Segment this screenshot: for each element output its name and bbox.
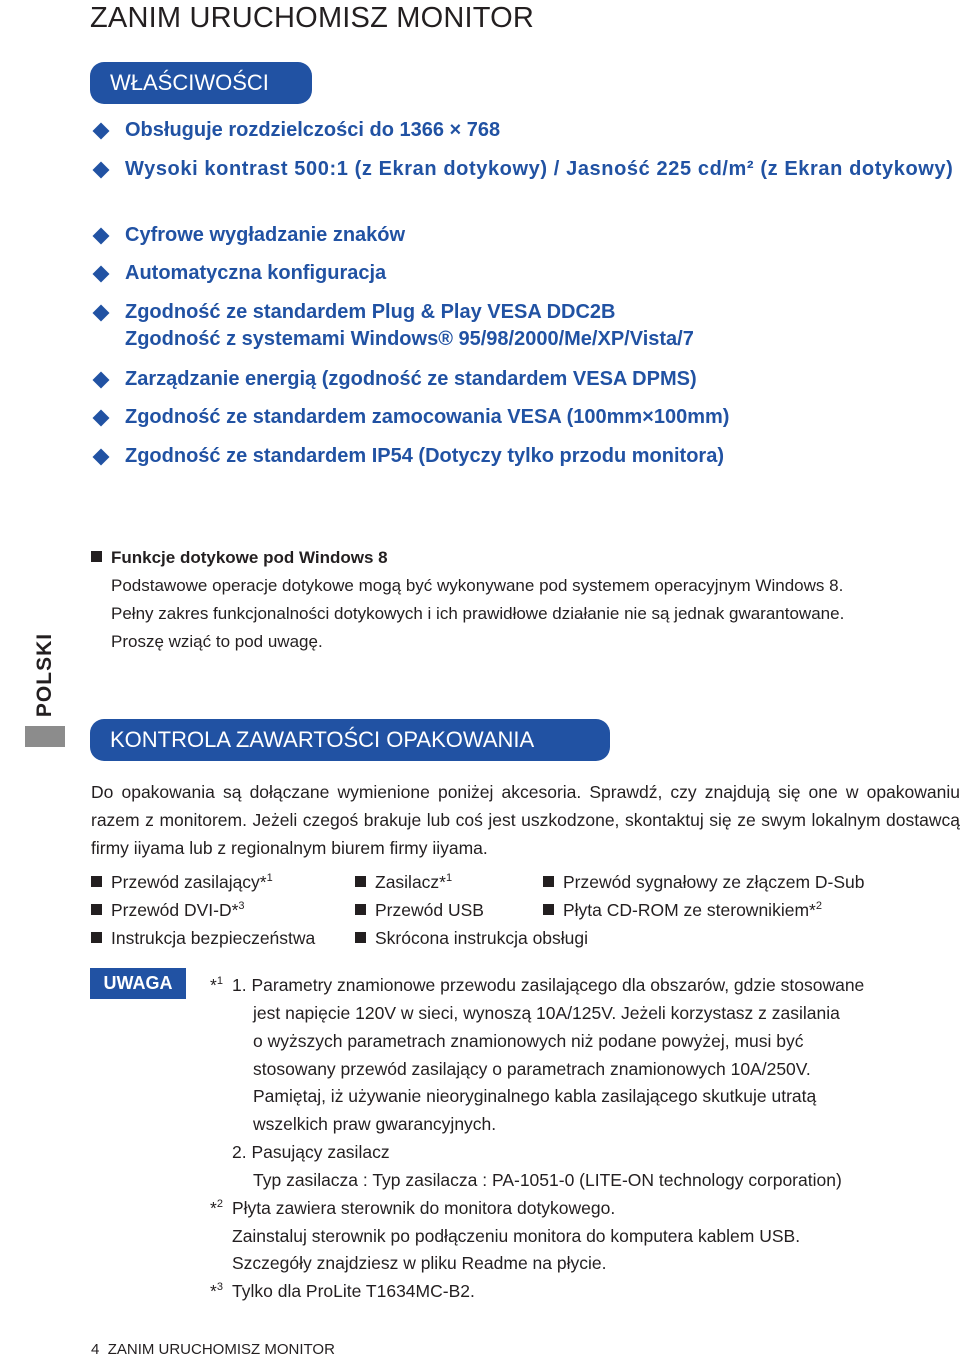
note-line: 1. Parametry znamionowe przewodu zasilającego dla obszarów, gdzie stosowane xyxy=(232,975,865,995)
feature-text: Obsługuje rozdzielczości do 1366 × 768 xyxy=(125,119,501,141)
footnote-marker: *$^3$ xyxy=(210,1281,223,1301)
feature-text: Zarządzanie energią (zgodność ze standardem VESA DPMS) xyxy=(125,368,697,390)
accessory-item xyxy=(355,896,484,924)
accessory-label: Płyta CD-ROM ze sterownikiem* xyxy=(563,900,816,920)
diamond-bullet-icon xyxy=(93,305,110,322)
accessory-item xyxy=(543,868,865,896)
note-line: o wyższych parametrach znamionowych niż podane powyżej, musi być xyxy=(253,1031,804,1051)
page-title: ZANIM URUCHOMISZ MONITOR xyxy=(90,2,535,34)
accessory-label: Zasilacz* xyxy=(375,872,446,892)
note-line: 2. Pasujący zasilacz xyxy=(232,1142,390,1162)
package-heading: KONTROLA ZAWARTOŚCI OPAKOWANIA xyxy=(90,719,610,761)
footnote-marker: 1 xyxy=(266,872,273,884)
features-heading: WŁAŚCIWOŚCI xyxy=(90,62,312,104)
diamond-bullet-icon xyxy=(93,123,110,140)
feature-text: Wysoki kontrast 500:1 (z Ekran dotykowy) / Jasność 225 cd/m² (z Ekran dotykowy) xyxy=(125,158,954,180)
touch-note-line: Pełny zakres funkcjonalności dotykowych i ich prawidłowe działanie nie są jednak gwarantowane. xyxy=(111,604,845,623)
feature-text: Zgodność ze standardem IP54 (Dotyczy tylko przodu monitora) xyxy=(125,445,724,467)
page-footer xyxy=(91,1341,335,1358)
feature-text: Cyfrowe wygładzanie znaków xyxy=(125,224,406,246)
accessory-item xyxy=(91,896,245,924)
note-badge: UWAGA xyxy=(90,968,186,999)
feature-text: Automatyczna konfiguracja xyxy=(125,262,387,284)
note-line: wszelkich praw gwarancyjnych. xyxy=(253,1114,497,1134)
diamond-bullet-icon xyxy=(93,228,110,245)
accessory-item xyxy=(355,868,452,896)
square-bullet-icon xyxy=(91,904,102,915)
square-bullet-icon xyxy=(91,932,102,943)
touch-note-heading xyxy=(91,544,960,572)
accessory-item xyxy=(91,924,315,952)
footnote-marker: 2 xyxy=(815,900,822,912)
footnote-marker: 1 xyxy=(446,872,453,884)
note-line: stosowany przewód zasilający o parametrach znamionowych 10A/250V. xyxy=(253,1059,811,1079)
touch-note-line: Proszę wziąć to pod uwagę. xyxy=(111,632,323,651)
language-sidebar-label xyxy=(25,630,65,720)
language-sidebar-bar xyxy=(25,726,65,747)
accessory-label: Przewód USB xyxy=(375,900,484,920)
square-bullet-icon xyxy=(355,904,366,915)
accessory-label: Przewód DVI-D* xyxy=(111,900,239,920)
note-line: Pamiętaj, iż używanie nieoryginalnego kabla zasilającego skutkuje utratą xyxy=(253,1086,817,1106)
square-bullet-icon xyxy=(355,876,366,887)
page-number: 4 xyxy=(91,1341,100,1358)
accessory-label: Instrukcja bezpieczeństwa xyxy=(111,928,316,948)
square-bullet-icon xyxy=(355,932,366,943)
feature-text: Zgodność ze standardem Plug & Play VESA DDC2B xyxy=(125,301,616,323)
diamond-bullet-icon xyxy=(93,266,110,283)
feature-text: Zgodność ze standardem zamocowania VESA (100mm×100mm) xyxy=(125,406,730,428)
square-bullet-icon xyxy=(91,876,102,887)
note-line: Płyta zawiera sterownik do monitora dotykowego. xyxy=(232,1198,616,1218)
note-line: jest napięcie 120V w sieci, wynoszą 10A/125V. Jeżeli korzystasz z zasilania xyxy=(253,1003,840,1023)
note-line: Szczegóły znajdziesz w pliku Readme na płycie. xyxy=(232,1253,607,1273)
note-line: Tylko dla ProLite T1634MC-B2. xyxy=(232,1281,475,1301)
square-bullet-icon xyxy=(91,551,102,562)
accessory-item xyxy=(543,896,822,924)
square-bullet-icon xyxy=(543,904,554,915)
note-line: Typ zasilacza : Typ zasilacza : PA-1051-0 (LITE-ON technology corporation) xyxy=(253,1170,842,1190)
accessory-label: Przewód zasilający* xyxy=(111,872,267,892)
note-line: Zainstaluj sterownik po podłączeniu monitora do komputera kablem USB. xyxy=(232,1226,801,1246)
diamond-bullet-icon xyxy=(93,410,110,427)
accessory-label: Skrócona instrukcja obsługi xyxy=(375,928,589,948)
diamond-bullet-icon xyxy=(93,372,110,389)
accessory-item xyxy=(91,868,273,896)
accessory-item xyxy=(355,924,588,952)
touch-note-heading-text: Funkcje dotykowe pod Windows 8 xyxy=(111,548,388,567)
footer-section: ZANIM URUCHOMISZ MONITOR xyxy=(107,1341,335,1358)
language-label-text: POLSKI xyxy=(33,632,56,718)
touch-note xyxy=(91,544,960,656)
footnote-marker: *$^1$ xyxy=(210,975,223,995)
accessory-label: Przewód sygnałowy ze złączem D-Sub xyxy=(563,872,865,892)
footnote-marker: 3 xyxy=(238,900,245,912)
diamond-bullet-icon xyxy=(93,449,110,466)
feature-text: Zgodność z systemami Windows® 95/98/2000/Me/XP/Vista/7 xyxy=(125,328,694,350)
square-bullet-icon xyxy=(543,876,554,887)
footnote-marker: *$^2$ xyxy=(210,1198,223,1218)
diamond-bullet-icon xyxy=(93,162,110,179)
package-intro: Do opakowania są dołączane wymienione poniżej akcesoria. Sprawdź, czy znajdują się one w opakowaniu razem z monitorem. Jeżeli czegoś brakuje lub coś jest uszkodzone, skontaktuj się ze swym lokalnym dostawcą firmy iiyama lub z regionalnym biurem firmy iiyama. xyxy=(91,782,960,858)
touch-note-line: Podstawowe operacje dotykowe mogą być wykonywane pod systemem operacyjnym Windows 8. xyxy=(111,576,844,595)
